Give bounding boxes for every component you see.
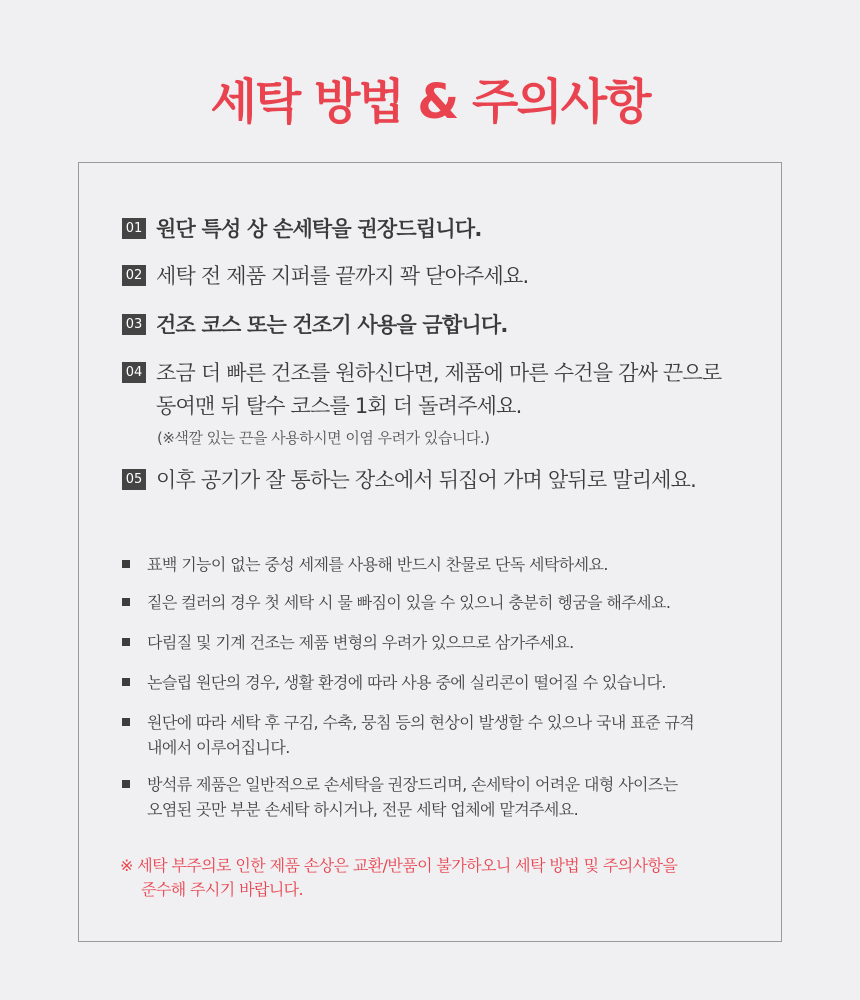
bullet-text: 표백 기능이 없는 중성 세제를 사용해 반드시 찬물로 단독 세탁하세요. xyxy=(147,555,608,574)
bullet-text-continued: 오염된 곳만 부분 손세탁 하시거나, 전문 세탁 업체에 맡겨주세요. xyxy=(147,800,579,819)
step-text: 건조 코스 또는 건조기 사용을 금합니다. xyxy=(156,313,508,337)
step-text: 이후 공기가 잘 통하는 장소에서 뒤집어 가며 앞뒤로 말리세요. xyxy=(156,468,697,492)
bullet-item xyxy=(122,590,670,615)
step-number-badge: 01 xyxy=(122,218,146,239)
step-item-01 xyxy=(122,213,482,246)
bullet-text: 다림질 및 기계 건조는 제품 변형의 우려가 있으므로 삼가주세요. xyxy=(147,633,574,652)
bullet-text-continued: 내에서 이루어집니다. xyxy=(147,738,290,757)
step-item-03 xyxy=(122,309,508,342)
step-item-04 xyxy=(122,357,721,449)
bullet-square-icon xyxy=(122,718,130,726)
step-text-continued: 동여맨 뒤 탈수 코스를 1회 더 돌려주세요. xyxy=(156,394,522,418)
bullet-item xyxy=(122,630,574,655)
step-number-badge: 05 xyxy=(122,469,146,490)
step-item-02 xyxy=(122,260,528,293)
step-number-badge: 02 xyxy=(122,265,146,286)
bullet-item xyxy=(122,670,666,695)
bullet-item xyxy=(122,772,678,822)
step-note: (※색깔 있는 끈을 사용하시면 이염 우려가 있습니다.) xyxy=(157,429,490,447)
step-text: 원단 특성 상 손세탁을 권장드립니다. xyxy=(156,217,482,241)
bullet-text: 짙은 컬러의 경우 첫 세탁 시 물 빠짐이 있을 수 있으니 충분히 헹굼을 해주세요. xyxy=(147,593,671,612)
warning-notice-line2: 준수해 주시기 바랍니다. xyxy=(141,880,304,899)
warning-notice xyxy=(120,854,677,902)
step-item-05 xyxy=(122,464,696,497)
bullet-square-icon xyxy=(122,678,130,686)
step-text: 세탁 전 제품 지퍼를 끝까지 꽉 닫아주세요. xyxy=(156,264,529,288)
step-text: 조금 더 빠른 건조를 원하신다면, 제품에 마른 수건을 감싸 끈으로 xyxy=(156,361,722,385)
bullet-text: 원단에 따라 세탁 후 구김, 수축, 뭉침 등의 현상이 발생할 수 있으나 국내 표준 규격 xyxy=(147,713,695,732)
step-number-badge: 04 xyxy=(122,362,146,383)
bullet-text: 방석류 제품은 일반적으로 손세탁을 권장드리며, 손세탁이 어려운 대형 사이즈는 xyxy=(147,775,678,794)
page-title: 세탁 방법 & 주의사항 xyxy=(210,74,650,130)
step-number-badge: 03 xyxy=(122,314,146,335)
bullet-text: 논슬립 원단의 경우, 생활 환경에 따라 사용 중에 실리콘이 떨어질 수 있습니다. xyxy=(147,673,666,692)
bullet-square-icon xyxy=(122,638,130,646)
warning-notice-line1: ※ 세탁 부주의로 인한 제품 손상은 교환/반품이 불가하오니 세탁 방법 및 주의사항을 xyxy=(120,856,678,875)
bullet-square-icon xyxy=(122,560,130,568)
bullet-square-icon xyxy=(122,780,130,788)
bullet-square-icon xyxy=(122,598,130,606)
bullet-item xyxy=(122,552,608,577)
bullet-item xyxy=(122,710,694,760)
